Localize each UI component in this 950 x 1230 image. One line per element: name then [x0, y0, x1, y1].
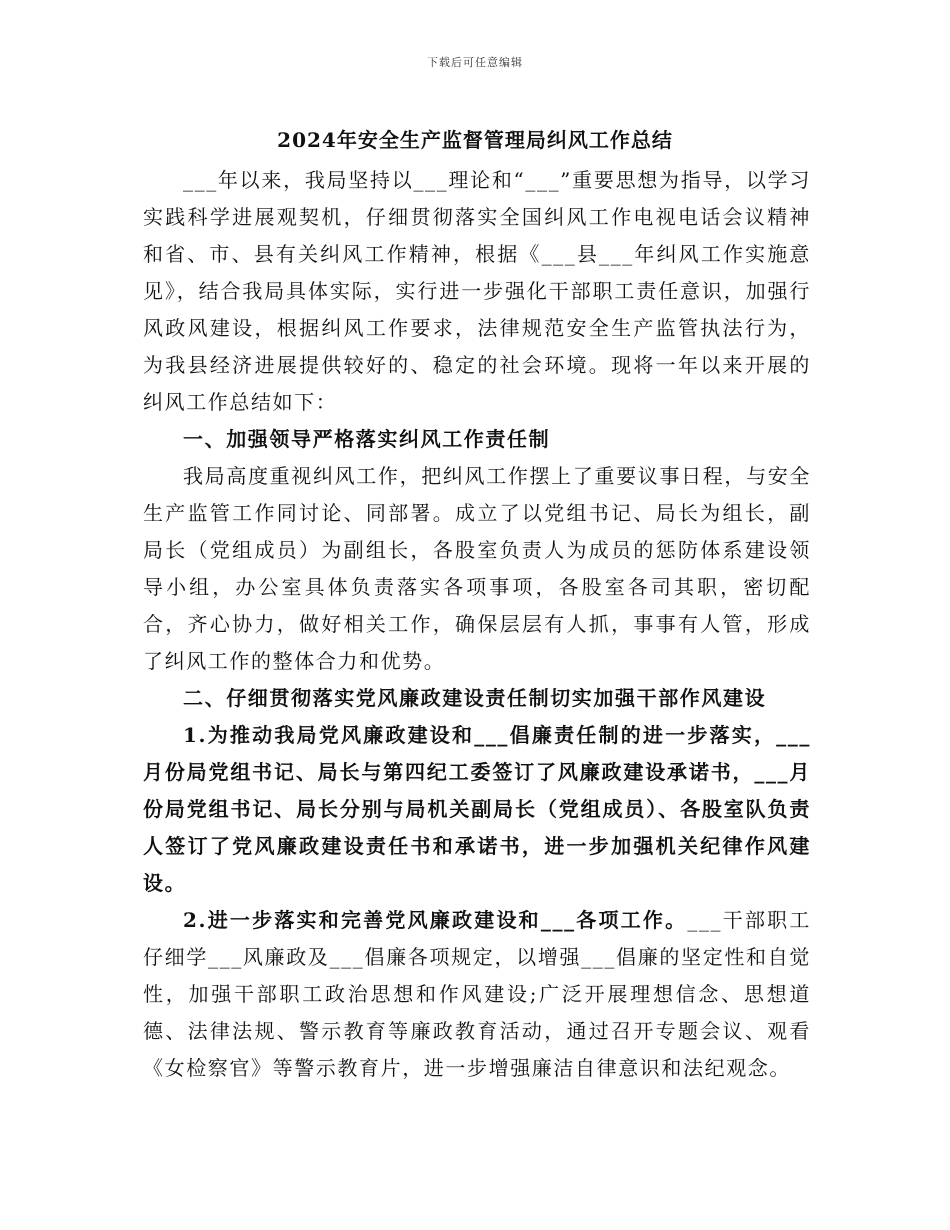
section-1-paragraph: 我局高度重视纠风工作，把纠风工作摆上了重要议事日程，与安全生产监管工作同讨论、同部署。成立了以党组书记、局长为组长，副局长（党组成员）为副组长，各股室负责人为成员的惩防体系建设领导小组，办公室具体负责落实各项事项，各股室各司其职，密切配合，齐心协力，做好相关工作，确保层层有人抓，事事有人管，形成了纠风工作的整体合力和优势。: [143, 464, 811, 673]
section-1-heading: 一、加强领导严格落实纠风工作责任制: [183, 427, 551, 451]
section-2-item-1: 1.为推动我局党风廉政建设和___倡廉责任制的进一步落实，___月份局党组书记、局长与第四纪工委签订了风廉政建设承诺书，___月份局党组书记、局长分别与局机关副局长（党组成员）、各股室队负责人签订了党风廉政建设责任书和承诺书，进一步加强机关纪律作风建设。: [143, 723, 811, 895]
document-title: 2024年安全生产监督管理局纠风工作总结: [277, 128, 673, 152]
header-note: 下载后可任意编辑: [427, 56, 523, 69]
item-2-lead: 2.进一步落实和完善党风廉政建设和___各项工作。: [183, 908, 688, 932]
intro-paragraph: ___年以来，我局坚持以___理论和“___”重要思想为指导，以学习实践科学进展观契机，仔细贯彻落实全国纠风工作电视电话会议精神和省、市、县有关纠风工作精神，根据《___县___年纠风工作实施意见》，结合我局具体实际，实行进一步强化干部职工责任意识，加强行风政风建设，根据纠风工作要求，法律规范安全生产监管执法行为，为我县经济进展提供较好的、稳定的社会环境。现将一年以来开展的纠风工作总结如下：: [143, 168, 811, 414]
section-2-heading: 二、仔细贯彻落实党风廉政建设责任制切实加强干部作风建设: [183, 686, 767, 710]
section-2-item-2: [143, 902, 811, 1087]
document-body: [143, 162, 811, 1087]
item-2-body: ___干部职工仔细学___风廉政及___倡廉各项规定，以增强___倡廉的坚定性和自觉性，加强干部职工政治思想和作风建设;广泛开展理想信念、思想道德、法律法规、警示教育等廉政教育活动，通过召开专题会议、观看《女检察官》等警示教育片，进一步增强廉洁自律意识和法纪观念。: [143, 908, 811, 1080]
